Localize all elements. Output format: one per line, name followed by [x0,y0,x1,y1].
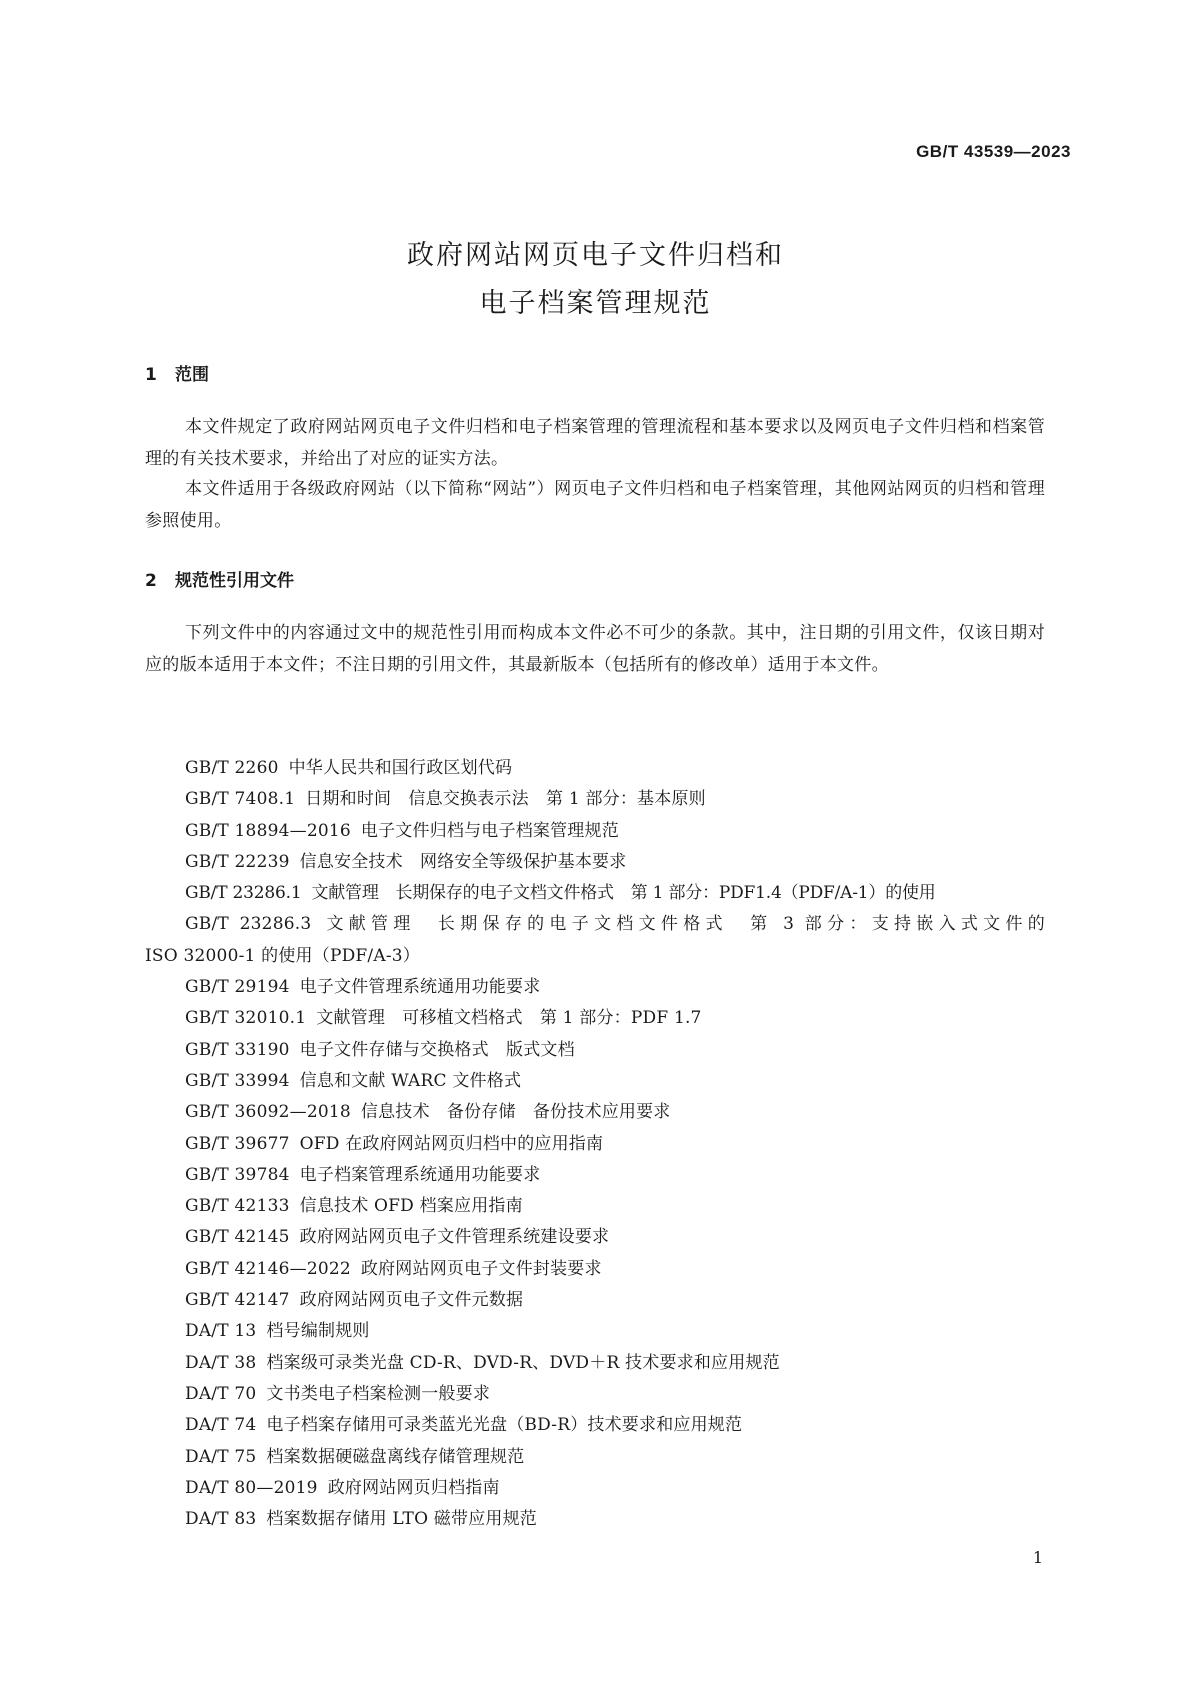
reference-item [145,972,1045,1003]
reference-code: DA/T 70 [185,1383,257,1404]
document-title [0,232,1191,328]
reference-code: GB/T 7408.1 [185,789,296,810]
reference-item [145,816,1045,847]
reference-code: GB/T 42146—2022 [185,1258,351,1279]
reference-title: 信息技术 备份存储 备份技术应用要求 [360,1102,671,1123]
reference-item [145,1066,1045,1097]
reference-item [145,784,1045,815]
reference-code: GB/T 29194 [185,977,290,998]
reference-item [145,909,1045,972]
section-title: 范围 [175,365,209,385]
reference-title-continuation: ISO 32000-1 的使用（PDF/A-3） [145,945,420,966]
page-number: 1 [1032,1548,1043,1567]
reference-code: GB/T 23286.3 [185,914,312,935]
reference-title: 政府网站网页电子文件管理系统建设要求 [299,1227,610,1248]
reference-item [145,1285,1045,1316]
reference-list [145,753,1045,1535]
reference-first-line [145,909,1045,940]
reference-title: 中华人民共和国行政区划代码 [288,758,513,778]
reference-code: GB/T 42145 [185,1227,290,1248]
reference-code: GB/T 32010.1 [185,1008,307,1029]
scope-paragraph-2: 本文件适用于各级政府网站（以下简称“网站”）网页电子文件归档和电子档案管理，其他网站网页的归档和管理参照使用。 [145,479,1045,531]
reference-title: 档案级可录类光盘 CD-R、DVD-R、DVD＋R 技术要求和应用规范 [266,1352,780,1373]
reference-title: 文献管理 长期保存的电子文档文件格式 第 3 部分：支持嵌入式文件的 [321,914,1045,935]
reference-title: 政府网站网页电子文件元数据 [299,1290,524,1311]
reference-title: 电子档案管理系统通用功能要求 [299,1164,541,1185]
reference-item [145,1003,1045,1034]
reference-item [145,1410,1045,1441]
section-heading-scope [145,360,209,385]
reference-title: 电子文件存储与交换格式 版式文档 [299,1039,575,1060]
reference-title: 文书类电子档案检测一般要求 [266,1383,491,1404]
reference-title: 电子档案存储用可录类蓝光光盘（BD-R）技术要求和应用规范 [266,1415,743,1436]
reference-code: DA/T 83 [185,1509,257,1530]
reference-title: 政府网站网页电子文件封装要求 [360,1258,602,1279]
reference-title: 文献管理 可移植文档格式 第 1 部分：PDF 1.7 [316,1008,702,1029]
reference-item [145,1129,1045,1160]
standard-code: GB/T 43539—2023 [916,142,1071,161]
reference-item [145,1191,1045,1222]
reference-item [145,1348,1045,1379]
reference-item [145,753,1045,784]
reference-title: 档案数据存储用 LTO 磁带应用规范 [266,1509,538,1530]
reference-item [145,1473,1045,1504]
reference-item [145,1035,1045,1066]
title-line-1: 政府网站网页电子文件归档和 [407,240,784,271]
reference-title: 档号编制规则 [266,1321,370,1342]
reference-title: 电子文件管理系统通用功能要求 [299,977,541,998]
reference-title: 日期和时间 信息交换表示法 第 1 部分：基本原则 [305,789,706,810]
reference-code: DA/T 38 [185,1352,257,1373]
reference-code: DA/T 75 [185,1446,257,1467]
reference-item [145,1442,1045,1473]
reference-code: DA/T 74 [185,1415,257,1436]
reference-code: GB/T 18894—2016 [185,820,351,841]
reference-code: GB/T 23286.1 [185,883,302,904]
reference-title: OFD 在政府网站网页归档中的应用指南 [299,1133,604,1154]
references-intro-paragraph: 下列文件中的内容通过文中的规范性引用而构成本文件必不可少的条款。其中，注日期的引用文件，仅该日期对应的版本适用于本文件；不注日期的引用文件，其最新版本（包括所有的修改单）适用于本文件。 [145,623,1045,675]
reference-item [145,1379,1045,1410]
reference-code: GB/T 36092—2018 [185,1102,351,1123]
section-title: 规范性引用文件 [175,571,294,591]
reference-code: GB/T 2260 [185,758,279,778]
section-number: 1 [145,365,157,385]
scope-paragraph-1: 本文件规定了政府网站网页电子文件归档和电子档案管理的管理流程和基本要求以及网页电子文件归档和档案管理的有关技术要求，并给出了对应的证实方法。 [145,417,1045,469]
reference-code: GB/T 22239 [185,851,290,872]
title-line-2: 电子档案管理规范 [479,288,712,319]
reference-code: GB/T 39677 [185,1133,290,1154]
reference-title: 档案数据硬磁盘离线存储管理规范 [266,1446,525,1467]
reference-code: GB/T 33994 [185,1070,290,1091]
reference-code: GB/T 33190 [185,1039,290,1060]
reference-item [145,1254,1045,1285]
section-number: 2 [145,571,157,591]
reference-title: 文献管理 长期保存的电子文档文件格式 第 1 部分：PDF1.4（PDF/A-1）的使用 [311,883,936,904]
reference-item [145,878,1045,909]
reference-title: 政府网站网页归档指南 [327,1477,500,1498]
reference-code: DA/T 80—2019 [185,1477,318,1498]
reference-title: 信息技术 OFD 档案应用指南 [299,1196,523,1217]
reference-item [145,1316,1045,1347]
reference-item [145,1504,1045,1535]
reference-item [145,1097,1045,1128]
reference-code: DA/T 13 [185,1321,257,1342]
reference-title: 信息安全技术 网络安全等级保护基本要求 [299,851,627,872]
reference-item [145,1160,1045,1191]
reference-title: 信息和文献 WARC 文件格式 [299,1070,522,1091]
section-heading-normative-references [145,566,294,591]
reference-code: GB/T 42133 [185,1196,290,1217]
reference-code: GB/T 39784 [185,1164,290,1185]
reference-item [145,847,1045,878]
reference-item [145,1222,1045,1253]
reference-title: 电子文件归档与电子档案管理规范 [360,820,619,841]
reference-code: GB/T 42147 [185,1290,290,1311]
